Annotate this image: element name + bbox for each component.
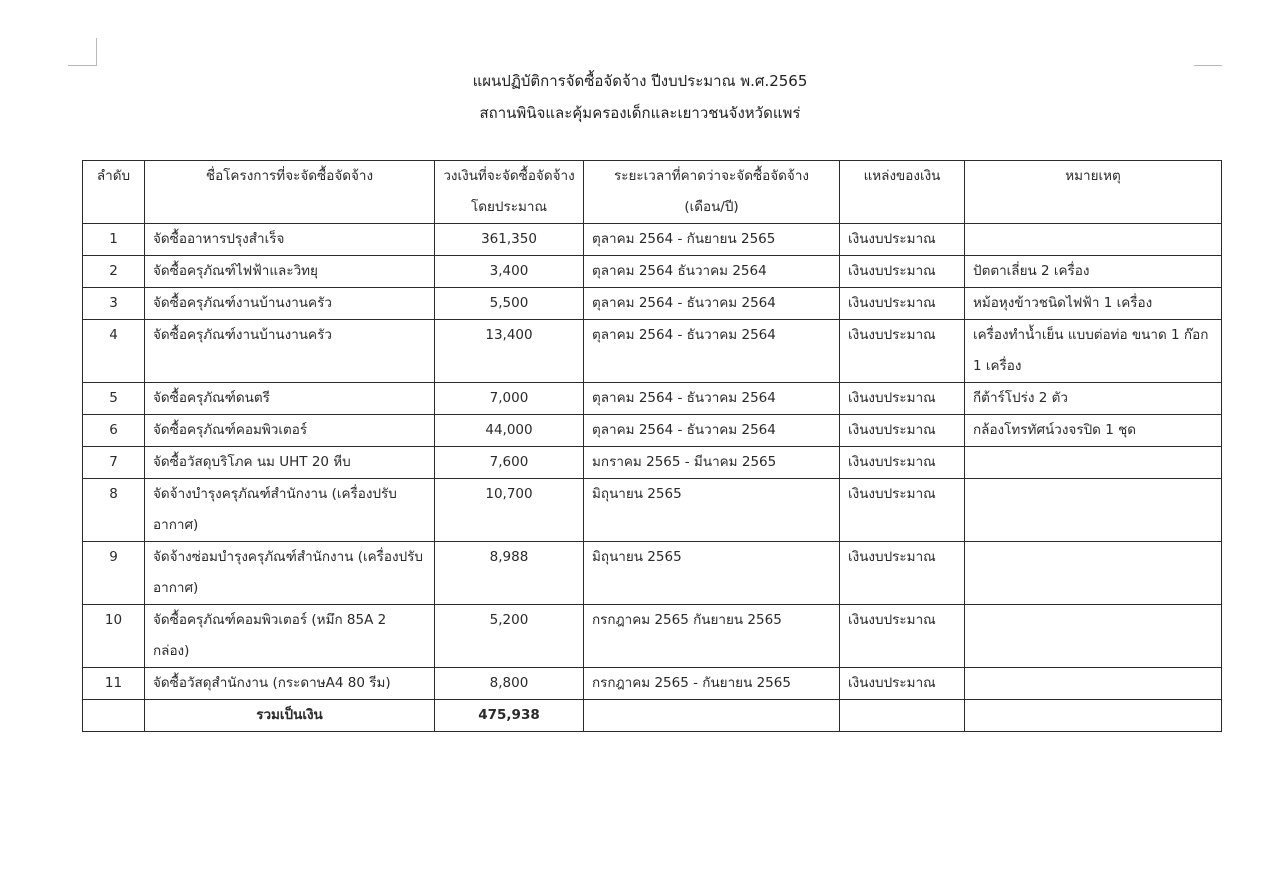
table-row (83, 415, 1222, 447)
cell-project-name: จัดจ้างซ่อมบำรุงครุภัณฑ์สำนักงาน (เครื่องปรับอากาศ) (145, 542, 435, 605)
cell-project-name: จัดซื้อครุภัณฑ์งานบ้านงานครัว (145, 288, 435, 320)
cell-budget: 361,350 (435, 224, 584, 256)
header-period: ระยะเวลาที่คาดว่าจะจัดซื้อจัดจ้าง (เดือน/ปี) (584, 161, 840, 224)
cell-funding-source: เงินงบประมาณ (840, 320, 965, 383)
table-row (83, 288, 1222, 320)
total-value: 475,938 (435, 700, 584, 732)
cell-funding-source: เงินงบประมาณ (840, 605, 965, 668)
cell-funding-source: เงินงบประมาณ (840, 415, 965, 447)
cell-budget: 10,700 (435, 479, 584, 542)
cell-empty (840, 700, 965, 732)
cell-budget: 8,800 (435, 668, 584, 700)
crop-mark-top-left-vertical (96, 38, 97, 66)
cell-remarks: กล้องโทรทัศน์วงจรปิด 1 ชุด (965, 415, 1222, 447)
table-row (83, 605, 1222, 668)
cell-period: มกราคม 2565 - มีนาคม 2565 (584, 447, 840, 479)
cell-period: มิถุนายน 2565 (584, 542, 840, 605)
cell-empty (584, 700, 840, 732)
cell-order: 9 (83, 542, 145, 605)
cell-project-name: จัดซื้อวัสดุสำนักงาน (กระดาษA4 80 รีม) (145, 668, 435, 700)
table-row (83, 668, 1222, 700)
cell-remarks: ปัตตาเลี่ยน 2 เครื่อง (965, 256, 1222, 288)
cell-project-name: จัดซื้อครุภัณฑ์ไฟฟ้าและวิทยุ (145, 256, 435, 288)
cell-remarks (965, 224, 1222, 256)
cell-remarks: หม้อหุงข้าวชนิดไฟฟ้า 1 เครื่อง (965, 288, 1222, 320)
cell-project-name: จัดซื้อครุภัณฑ์คอมพิวเตอร์ (145, 415, 435, 447)
cell-budget: 13,400 (435, 320, 584, 383)
header-budget: วงเงินที่จะจัดซื้อจัดจ้างโดยประมาณ (435, 161, 584, 224)
cell-funding-source: เงินงบประมาณ (840, 288, 965, 320)
cell-period: ตุลาคม 2564 - ธันวาคม 2564 (584, 383, 840, 415)
cell-period: ตุลาคม 2564 - ธันวาคม 2564 (584, 320, 840, 383)
cell-remarks (965, 479, 1222, 542)
cell-funding-source: เงินงบประมาณ (840, 256, 965, 288)
table-row (83, 447, 1222, 479)
cell-period: กรกฎาคม 2565 - กันยายน 2565 (584, 668, 840, 700)
cell-order: 1 (83, 224, 145, 256)
cell-order: 8 (83, 479, 145, 542)
cell-project-name: จัดซื้อวัสดุบริโภค นม UHT 20 หีบ (145, 447, 435, 479)
cell-budget: 5,200 (435, 605, 584, 668)
cell-period: มิถุนายน 2565 (584, 479, 840, 542)
cell-order: 4 (83, 320, 145, 383)
procurement-plan-table (82, 160, 1222, 732)
document-subtitle: สถานพินิจและคุ้มครองเด็กและเยาวชนจังหวัดแพร่ (479, 104, 801, 122)
cell-period: ตุลาคม 2564 - ธันวาคม 2564 (584, 415, 840, 447)
cell-budget: 3,400 (435, 256, 584, 288)
header-funding-source: แหล่งของเงิน (840, 161, 965, 224)
cell-funding-source: เงินงบประมาณ (840, 542, 965, 605)
cell-budget: 44,000 (435, 415, 584, 447)
cell-remarks: เครื่องทำน้ำเย็น แบบต่อท่อ ขนาด 1 ก๊อก 1 เครื่อง (965, 320, 1222, 383)
table-row (83, 224, 1222, 256)
cell-empty (83, 700, 145, 732)
cell-funding-source: เงินงบประมาณ (840, 479, 965, 542)
crop-mark-top-right (1194, 65, 1222, 66)
cell-order: 10 (83, 605, 145, 668)
cell-project-name: จัดซื้อครุภัณฑ์คอมพิวเตอร์ (หมึก 85A 2 กล่อง) (145, 605, 435, 668)
table-row (83, 479, 1222, 542)
total-label: รวมเป็นเงิน (145, 700, 435, 732)
cell-project-name: จัดซื้อครุภัณฑ์งานบ้านงานครัว (145, 320, 435, 383)
cell-project-name: จัดซื้อครุภัณฑ์ดนตรี (145, 383, 435, 415)
cell-order: 6 (83, 415, 145, 447)
cell-period: ตุลาคม 2564 - ธันวาคม 2564 (584, 288, 840, 320)
cell-empty (965, 700, 1222, 732)
cell-period: กรกฎาคม 2565 กันยายน 2565 (584, 605, 840, 668)
table-row (83, 383, 1222, 415)
table-row (83, 542, 1222, 605)
cell-funding-source: เงินงบประมาณ (840, 668, 965, 700)
crop-mark-top-left (68, 65, 96, 66)
table-row (83, 320, 1222, 383)
cell-remarks (965, 447, 1222, 479)
table-header-row (83, 161, 1222, 224)
cell-budget: 5,500 (435, 288, 584, 320)
cell-project-name: จัดจ้างบำรุงครุภัณฑ์สำนักงาน (เครื่องปรับอากาศ) (145, 479, 435, 542)
cell-period: ตุลาคม 2564 - กันยายน 2565 (584, 224, 840, 256)
header-project-name: ชื่อโครงการที่จะจัดซื้อจัดจ้าง (145, 161, 435, 224)
cell-order: 7 (83, 447, 145, 479)
cell-funding-source: เงินงบประมาณ (840, 224, 965, 256)
cell-order: 5 (83, 383, 145, 415)
cell-remarks (965, 605, 1222, 668)
cell-budget: 7,000 (435, 383, 584, 415)
table-total-row (83, 700, 1222, 732)
header-remarks: หมายเหตุ (965, 161, 1222, 224)
cell-funding-source: เงินงบประมาณ (840, 447, 965, 479)
cell-order: 3 (83, 288, 145, 320)
cell-budget: 8,988 (435, 542, 584, 605)
document-title: แผนปฏิบัติการจัดซื้อจัดจ้าง ปีงบประมาณ พ.ศ.2565 (472, 72, 808, 90)
cell-budget: 7,600 (435, 447, 584, 479)
cell-remarks: กีต้าร์โปร่ง 2 ตัว (965, 383, 1222, 415)
cell-period: ตุลาคม 2564 ธันวาคม 2564 (584, 256, 840, 288)
cell-remarks (965, 668, 1222, 700)
cell-project-name: จัดซื้ออาหารปรุงสำเร็จ (145, 224, 435, 256)
cell-order: 11 (83, 668, 145, 700)
cell-remarks (965, 542, 1222, 605)
cell-order: 2 (83, 256, 145, 288)
header-order: ลำดับ (83, 161, 145, 224)
cell-funding-source: เงินงบประมาณ (840, 383, 965, 415)
table-row (83, 256, 1222, 288)
